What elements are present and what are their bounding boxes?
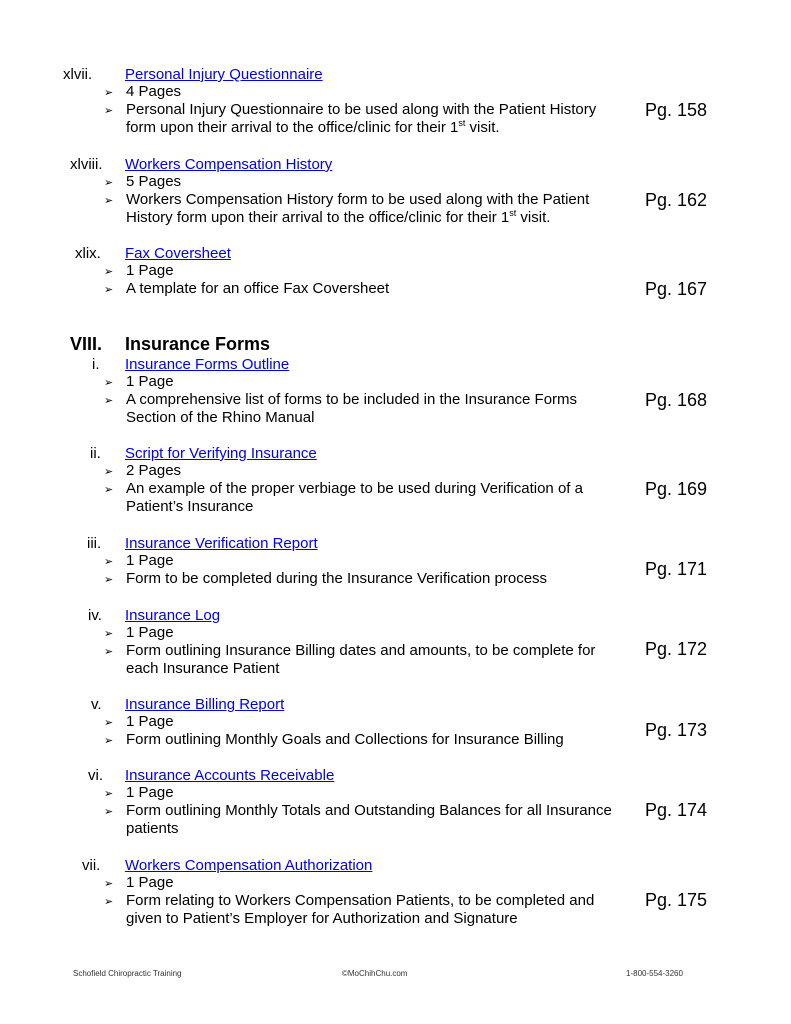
entry-title-link[interactable]: Insurance Verification Report — [125, 535, 318, 552]
entry-page-ref: Pg. 174 — [645, 800, 708, 820]
arrowhead-bullet-icon: ➢ — [104, 266, 114, 278]
arrowhead-bullet-icon: ➢ — [104, 896, 114, 908]
entry-page-ref: Pg. 171 — [645, 559, 708, 579]
entry-description: A comprehensive list of forms to be included in the Insurance Forms Section of the Rhino Manual — [126, 391, 578, 426]
entry-pages: 1 Page — [126, 874, 174, 891]
entry-number: v. — [91, 696, 102, 713]
arrowhead-bullet-icon: ➢ — [104, 87, 114, 99]
entry-number: vi. — [88, 767, 103, 784]
entry-description: Personal Injury Questionnaire to be used along with the Patient History form upon their arrival to the office/clinic for their 1st visit. — [126, 101, 597, 136]
entry-pages: 1 Page — [126, 373, 174, 390]
entry-number: vii. — [82, 857, 101, 874]
arrowhead-bullet-icon: ➢ — [104, 177, 114, 189]
footer-center: ©MoChihChu.com — [342, 969, 408, 978]
entry-pages: 1 Page — [126, 552, 174, 569]
entry-title-link[interactable]: Workers Compensation Authorization — [125, 857, 373, 874]
footer-right: 1-800-554-3260 — [626, 969, 683, 978]
section-number: VIII. — [70, 334, 103, 354]
entry-description: Form outlining Monthly Goals and Collections for Insurance Billing — [126, 731, 564, 748]
arrowhead-bullet-icon: ➢ — [104, 556, 114, 568]
entry-page-ref: Pg. 167 — [645, 279, 708, 299]
entry-title-link[interactable]: Insurance Billing Report — [125, 696, 285, 713]
arrowhead-bullet-icon: ➢ — [104, 377, 114, 389]
entry-number: iii. — [87, 535, 102, 552]
section-title: Insurance Forms — [125, 334, 271, 354]
arrowhead-bullet-icon: ➢ — [104, 574, 114, 586]
entry-title-link[interactable]: Personal Injury Questionnaire — [125, 66, 323, 83]
entry-description: Form relating to Workers Compensation Patients, to be completed and given to Patient’s Employer for Authorization and Signature — [126, 892, 595, 927]
entry-title-link[interactable]: Script for Verifying Insurance — [125, 445, 317, 462]
entry-pages: 1 Page — [126, 784, 174, 801]
entry-page-ref: Pg. 173 — [645, 720, 708, 740]
entry-page-ref: Pg. 169 — [645, 479, 708, 499]
entry-description: An example of the proper verbiage to be used during Verification of a Patient’s Insurance — [126, 480, 583, 515]
arrowhead-bullet-icon: ➢ — [104, 395, 114, 407]
entry-pages: 1 Page — [126, 713, 174, 730]
entry-title-link[interactable]: Fax Coversheet — [125, 245, 231, 262]
arrowhead-bullet-icon: ➢ — [104, 466, 114, 478]
arrowhead-bullet-icon: ➢ — [104, 878, 114, 890]
entry-number: i. — [92, 356, 100, 373]
entry-page-ref: Pg. 168 — [645, 390, 708, 410]
entry-number: xlvii. — [63, 66, 93, 83]
entry-number: iv. — [88, 607, 102, 624]
entry-number: xlviii. — [70, 156, 103, 173]
arrowhead-bullet-icon: ➢ — [104, 628, 114, 640]
entry-pages: 4 Pages — [126, 83, 182, 100]
entry-page-ref: Pg. 175 — [645, 890, 708, 910]
arrowhead-bullet-icon: ➢ — [104, 717, 114, 729]
entry-description: A template for an office Fax Coversheet — [126, 280, 390, 297]
entry-pages: 1 Page — [126, 624, 174, 641]
entry-title-link[interactable]: Workers Compensation History — [125, 156, 333, 173]
arrowhead-bullet-icon: ➢ — [104, 735, 114, 747]
arrowhead-bullet-icon: ➢ — [104, 105, 114, 117]
entry-pages: 1 Page — [126, 262, 174, 279]
arrowhead-bullet-icon: ➢ — [104, 195, 114, 207]
entry-number: xlix. — [75, 245, 101, 262]
arrowhead-bullet-icon: ➢ — [104, 806, 114, 818]
entry-number: ii. — [90, 445, 101, 462]
entry-description: Workers Compensation History form to be used along with the Patient History form upon their arrival to the office/clinic for their 1st visit. — [126, 191, 590, 226]
footer-left: Schofield Chiropractic Training — [73, 969, 182, 978]
entry-page-ref: Pg. 172 — [645, 639, 708, 659]
entry-pages: 5 Pages — [126, 173, 182, 190]
entry-page-ref: Pg. 158 — [645, 100, 708, 120]
entry-description: Form outlining Monthly Totals and Outstanding Balances for all Insurance patients — [126, 802, 612, 837]
arrowhead-bullet-icon: ➢ — [104, 484, 114, 496]
entry-title-link[interactable]: Insurance Accounts Receivable — [125, 767, 335, 784]
arrowhead-bullet-icon: ➢ — [104, 788, 114, 800]
arrowhead-bullet-icon: ➢ — [104, 284, 114, 296]
entry-title-link[interactable]: Insurance Forms Outline — [125, 356, 290, 373]
entry-title-link[interactable]: Insurance Log — [125, 607, 221, 624]
entry-page-ref: Pg. 162 — [645, 190, 708, 210]
entry-description: Form to be completed during the Insurance Verification process — [126, 570, 548, 587]
entry-description: Form outlining Insurance Billing dates and amounts, to be complete for each Insurance Patient — [126, 642, 596, 677]
entry-pages: 2 Pages — [126, 462, 182, 479]
arrowhead-bullet-icon: ➢ — [104, 646, 114, 658]
